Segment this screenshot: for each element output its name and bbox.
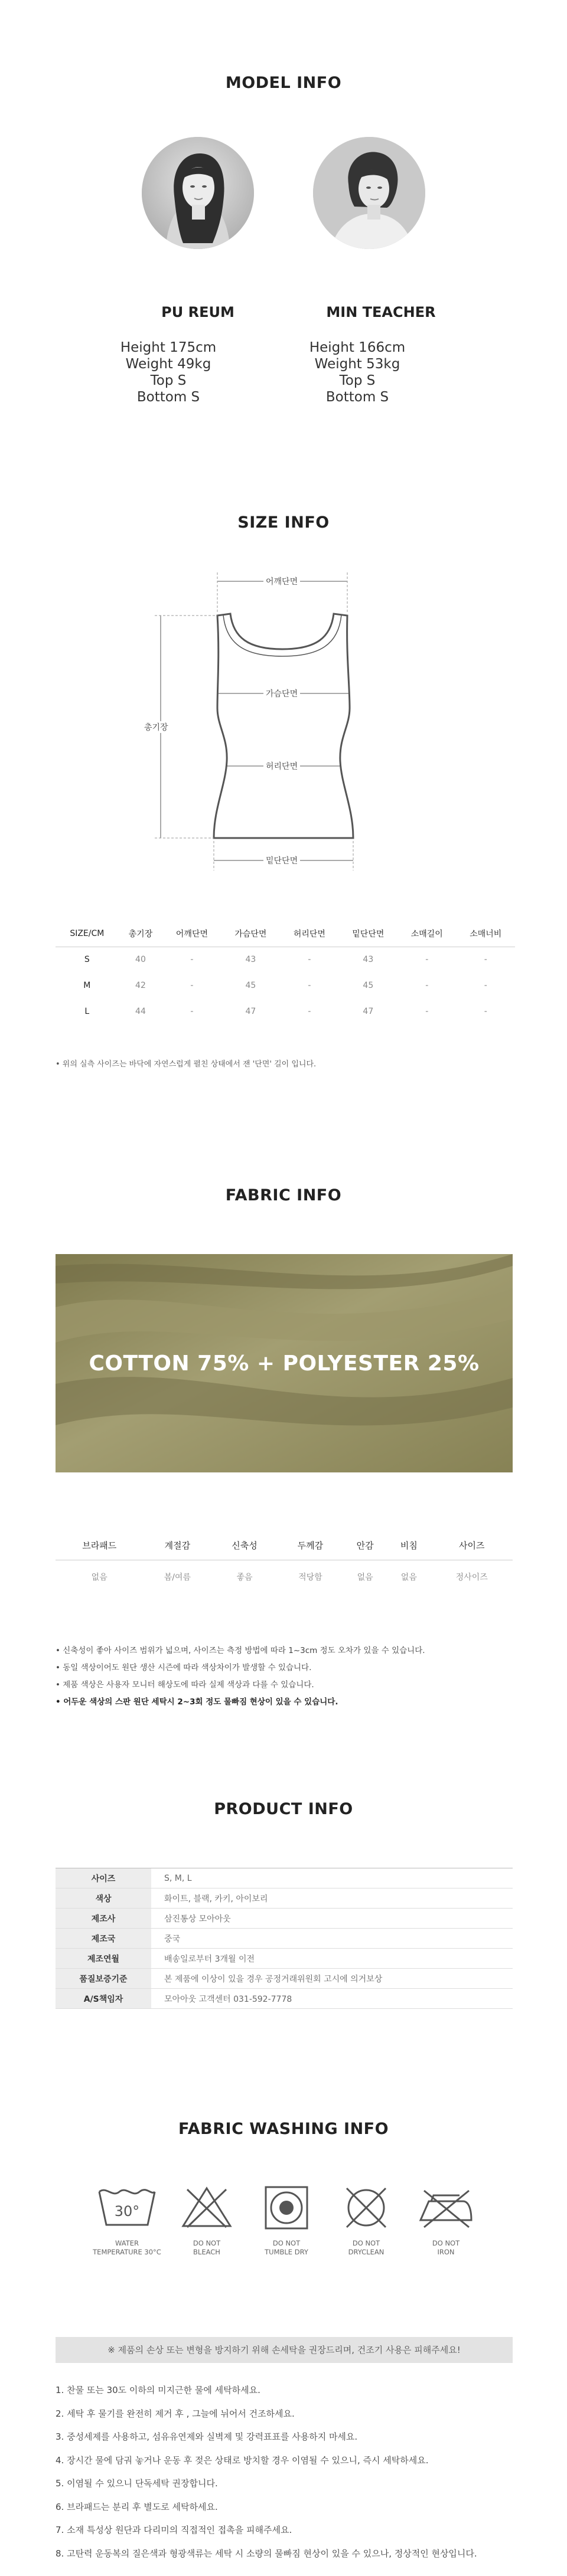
- product-label: 제조사: [56, 1909, 151, 1929]
- product-value: 배송일로부터 3개월 이전: [164, 1954, 255, 1964]
- model-info-title: MODEL INFO: [225, 74, 342, 92]
- size-header: 소매너비: [457, 921, 516, 947]
- wash-caption-line: DRYCLEAN: [348, 2248, 384, 2256]
- wash-caption-line: DO NOT: [272, 2239, 301, 2247]
- fabric-info-title: FABRIC INFO: [225, 1186, 342, 1204]
- wash-temp-glyph: 30°: [114, 2203, 140, 2220]
- size-header: 허리단면: [280, 921, 338, 947]
- product-value: 중국: [164, 1934, 181, 1944]
- fabric-cell: 봄/여름: [164, 1573, 191, 1583]
- fabric-note: • 제품 색상은 사용자 모니터 해상도에 따라 실제 색상과 다를 수 있습니다.: [56, 1680, 314, 1690]
- washing-warning-banner: ※ 제품의 손상 또는 변형을 방지하기 위해 손세탁을 권장드리며, 건조기 사용은 피해주세요!: [56, 2337, 513, 2363]
- size-cell: 43: [363, 955, 374, 965]
- product-label: 품질보증기준: [56, 1969, 151, 1989]
- model-name-2: MIN TEACHER: [326, 304, 436, 320]
- size-info-title: SIZE INFO: [237, 513, 330, 532]
- size-cell: -: [484, 955, 487, 965]
- size-table: [56, 921, 515, 1024]
- wash-caption-line: BLEACH: [193, 2248, 220, 2256]
- fabric-table-header: [56, 1531, 513, 1560]
- table-row: [56, 973, 515, 999]
- wash-caption-line: WATER: [115, 2239, 139, 2247]
- fabric-cell: 없음: [400, 1573, 417, 1583]
- fabric-composition: COTTON 75% + POLYESTER 25%: [89, 1351, 480, 1376]
- no-tumble-dry-icon: [242, 2184, 331, 2233]
- size-cell: 40: [135, 955, 146, 965]
- product-value: 본 제품에 이상이 있을 경우 공정거래위원회 고시에 의거보상: [164, 1974, 383, 1984]
- size-cell: 47: [245, 1007, 256, 1016]
- size-cell: -: [425, 1007, 429, 1016]
- label-waist: 허리단면: [263, 760, 300, 772]
- size-cell: 47: [363, 1007, 374, 1016]
- size-cell: -: [308, 955, 311, 965]
- wash-caption-line: DO NOT: [352, 2239, 380, 2247]
- fabric-note: • 동일 색상이어도 원단 생산 시즌에 따라 색상차이가 발생할 수 있습니다.: [56, 1663, 312, 1672]
- wash-caption-line: TEMPERATURE 30°C: [93, 2248, 161, 2256]
- model-height-2: Height 166cm: [309, 340, 406, 355]
- product-value: 화이트, 블랙, 카키, 아이보리: [164, 1894, 268, 1904]
- no-dryclean-icon: [322, 2184, 410, 2233]
- size-cell: -: [425, 981, 429, 990]
- size-cell: 42: [135, 981, 146, 990]
- product-table: [56, 1868, 513, 2009]
- washing-note: 3. 중성세제를 사용하고, 섬유유연제와 실벽제 및 강력표표를 사용하지 마세요.: [56, 2431, 358, 2442]
- wash-caption-line: DO NOT: [193, 2239, 221, 2247]
- size-table-header: [56, 921, 515, 947]
- product-label: 색상: [56, 1888, 151, 1909]
- size-cell: -: [425, 955, 429, 965]
- fabric-header: 안감: [343, 1531, 387, 1560]
- wash-caption-line: TUMBLE DRY: [265, 2248, 308, 2256]
- product-value: S, M, L: [164, 1873, 192, 1883]
- washing-note: 6. 브라패드는 분리 후 별도로 세탁하세요.: [56, 2501, 218, 2512]
- model-top-1: Top S: [150, 373, 187, 388]
- size-header: 소매길이: [397, 921, 456, 947]
- label-length: 총기장: [142, 721, 171, 733]
- size-cell: M: [83, 981, 91, 990]
- product-label: 사이즈: [56, 1868, 151, 1888]
- table-row: [56, 1909, 513, 1929]
- fabric-note-bold: • 어두운 색상의 스판 원단 세탁시 2~3회 정도 물빠짐 현상이 있을 수 있습니다.: [56, 1697, 338, 1707]
- size-cell: -: [484, 1007, 487, 1016]
- label-hem: 밑단단면: [263, 855, 300, 866]
- product-info-title: PRODUCT INFO: [214, 1800, 353, 1818]
- wash-caption-line: DO NOT: [432, 2239, 460, 2247]
- table-row: [56, 947, 515, 973]
- model-bottom-1: Bottom S: [136, 389, 200, 405]
- washing-note: 4. 장시간 물에 담궈 놓거나 운동 후 젖은 상태로 방치할 경우 이염될 수 있으니, 즉시 세탁하세요.: [56, 2454, 429, 2466]
- size-cell: 45: [363, 981, 374, 990]
- wash-caption-4: [322, 2239, 410, 2257]
- model-weight-2: Weight 53kg: [314, 356, 400, 372]
- table-row: [56, 1560, 513, 1594]
- fabric-note: • 신축성이 좋아 사이즈 범위가 넓으며, 사이즈는 측정 방법에 따라 1~3cm 정도 오차가 있을 수 있습니다.: [56, 1646, 425, 1655]
- washing-note: 1. 찬물 또는 30도 이하의 미지근한 물에 세탁하세요.: [56, 2385, 260, 2395]
- model-top-2: Top S: [339, 373, 376, 388]
- product-label: 제조국: [56, 1929, 151, 1949]
- size-cell: -: [308, 1007, 311, 1016]
- table-row: [56, 1969, 513, 1989]
- table-row: [56, 1949, 513, 1969]
- wash-caption-3: [242, 2239, 331, 2257]
- model-bottom-2: Bottom S: [325, 389, 389, 405]
- wash-caption-5: [402, 2239, 490, 2257]
- table-row: [56, 1989, 513, 2009]
- wash-caption-1: [83, 2239, 171, 2257]
- size-cell: L: [84, 1007, 90, 1016]
- size-cell: -: [190, 981, 194, 990]
- fabric-swatch-image: [56, 1254, 513, 1472]
- product-label: A/S책임자: [56, 1989, 151, 2009]
- fabric-cell: 좋음: [236, 1573, 253, 1583]
- table-row: [56, 1929, 513, 1949]
- fabric-notes: [56, 1642, 425, 1711]
- washing-note: 5. 이염될 수 있으니 단독세탁 권장합니다.: [56, 2478, 218, 2489]
- fabric-header: 두께감: [278, 1531, 343, 1560]
- washing-note: 8. 고탄력 운동복의 질은색과 형광색류는 세탁 시 소량의 물빠짐 현상이 있을 수 있으나, 정상적인 현상입니다.: [56, 2548, 477, 2559]
- no-iron-icon: [402, 2184, 490, 2233]
- size-cell: 45: [245, 981, 256, 990]
- wash-caption-2: [162, 2239, 251, 2257]
- size-cell: -: [308, 981, 311, 990]
- table-row: [56, 1868, 513, 1888]
- table-row: [56, 999, 515, 1024]
- fabric-cell: 적당함: [298, 1573, 322, 1583]
- size-header: 가슴단면: [221, 921, 280, 947]
- fabric-header: 비침: [387, 1531, 431, 1560]
- washing-info-title: FABRIC WASHING INFO: [178, 2120, 389, 2138]
- size-header: SIZE/CM: [56, 921, 119, 947]
- size-header: 밑단단면: [339, 921, 397, 947]
- size-header: 총기장: [119, 921, 163, 947]
- fabric-header: 계절감: [143, 1531, 211, 1560]
- table-row: [56, 1888, 513, 1909]
- size-header: 어깨단면: [162, 921, 221, 947]
- label-shoulder: 어깨단면: [263, 575, 300, 587]
- size-cell: 43: [245, 955, 256, 965]
- fabric-cell: 없음: [91, 1573, 107, 1583]
- product-label: 제조연월: [56, 1949, 151, 1969]
- fabric-header: 신축성: [211, 1531, 277, 1560]
- fabric-cell: 없음: [357, 1573, 373, 1583]
- wash-30-icon: [83, 2184, 171, 2233]
- product-value: 모아아웃 고객센터 031-592-7778: [164, 1994, 292, 2004]
- washing-note: 2. 세탁 후 물기를 완전히 제거 후 , 그늘에 뉘어서 건조하세요.: [56, 2408, 295, 2419]
- fabric-table: [56, 1531, 513, 1594]
- size-cell: -: [484, 981, 487, 990]
- model-name-1: PU REUM: [161, 304, 234, 320]
- no-bleach-icon: [162, 2184, 251, 2233]
- size-cell: 44: [135, 1007, 146, 1016]
- product-value: 삼진통상 모아아웃: [164, 1914, 231, 1924]
- size-cell: S: [84, 955, 90, 965]
- label-chest: 가슴단면: [263, 688, 300, 699]
- fabric-cell: 정사이즈: [455, 1573, 488, 1583]
- washing-note: 7. 소재 특성상 원단과 다리미의 직접적인 접촉을 피해주세요.: [56, 2525, 292, 2535]
- tank-top-outline: [214, 614, 353, 838]
- model-height-1: Height 175cm: [120, 340, 217, 355]
- model-weight-1: Weight 49kg: [125, 356, 211, 372]
- fabric-header: 브라패드: [56, 1531, 143, 1560]
- fabric-header: 사이즈: [431, 1531, 513, 1560]
- washing-notes: [56, 2384, 477, 2571]
- wash-caption-line: IRON: [437, 2248, 455, 2256]
- size-cell: -: [190, 955, 194, 965]
- size-note: • 위의 실측 사이즈는 바닥에 자연스럽게 펼친 상태에서 잰 '단면' 길이 입니다.: [56, 1060, 317, 1069]
- size-cell: -: [190, 1007, 194, 1016]
